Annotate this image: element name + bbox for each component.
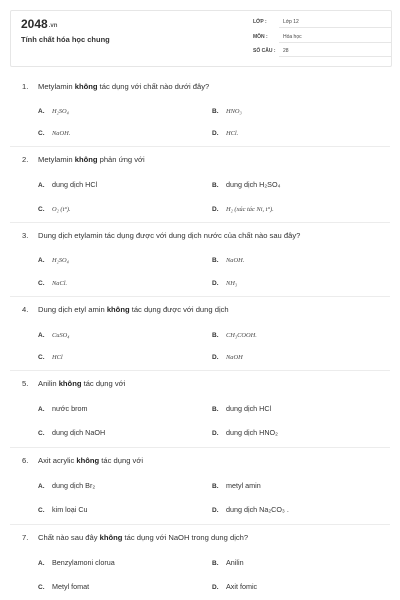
question-text-part: tác dụng với [99,456,144,465]
class-underline [279,27,391,28]
question-text [38,155,145,164]
option-text: metyl amin [226,481,261,490]
option-3d[interactable] [212,278,237,287]
option-letter: D. [212,584,219,591]
option-text: CH₃COOH. [226,332,257,339]
option-letter: D. [212,280,219,287]
class-value: Lớp 12 [283,19,299,25]
question-divider [10,524,390,525]
option-text: dung dịch HCl [52,180,98,189]
option-letter: C. [38,206,45,213]
question-text [38,456,143,465]
question-text-emphasis: không [74,155,98,164]
question-text [38,305,229,314]
question-text-part: tác dụng được với dung dịch [129,305,229,314]
option-text: NaOH. [52,130,71,137]
option-letter: A. [38,406,45,413]
question-text-part: Metylamin [38,82,75,91]
option-4d[interactable] [212,352,243,361]
option-text: H₂SO₄ [52,108,69,115]
option-1b[interactable] [212,106,242,115]
option-letter: A. [38,332,45,339]
question-7 [22,533,382,542]
option-2d[interactable] [212,204,274,213]
brand-logo [21,17,57,31]
brand-name: 2048 [21,17,48,31]
option-letter: B. [212,560,219,567]
option-7b[interactable] [212,558,244,567]
question-text-part: Axit acrylic [38,456,77,465]
question-text [38,533,248,542]
question-text [38,379,125,388]
option-4c[interactable] [38,352,63,361]
option-letter: C. [38,507,45,514]
option-letter: C. [38,584,45,591]
option-text: NH₃ [226,280,238,287]
question-text [38,231,300,240]
option-6c[interactable] [38,505,88,514]
subject-label: MÔN : [253,34,268,40]
option-letter: A. [38,257,45,264]
option-text: O₂ (t°). [52,206,71,213]
option-1c[interactable] [38,128,70,137]
worksheet-header [10,10,392,67]
option-6d[interactable] [212,505,289,514]
option-letter: D. [212,206,219,213]
option-text: dung dịch NaOH [52,428,106,437]
question-text-emphasis: không [106,305,130,314]
option-letter: B. [212,182,219,189]
option-5d[interactable] [212,428,278,437]
question-number: 6. [22,456,29,465]
option-text: H₂SO₄ [52,257,69,264]
question-text-part: Dung dịch etyl amin [38,305,107,314]
option-letter: B. [212,257,219,264]
option-letter: A. [38,483,45,490]
option-3a[interactable] [38,255,69,264]
question-number: 3. [22,231,29,240]
option-text: NaOH [226,354,243,361]
question-number: 7. [22,533,29,542]
option-6a[interactable] [38,481,95,490]
option-5c[interactable] [38,428,105,437]
option-text: kim loại Cu [52,505,88,514]
subject-underline [279,42,391,43]
brand-suffix: .vn [48,23,58,29]
option-7c[interactable] [38,582,89,591]
option-text: HCl. [226,130,239,137]
option-text: HCl [52,354,63,361]
option-text: dung dịch H₂SO₄ [226,180,281,189]
question-count-underline [279,56,391,57]
option-text: HNO₃ [226,108,242,115]
option-letter: A. [38,108,45,115]
question-text-part: Chất nào sau đây [38,533,100,542]
question-text-part: tác dụng với [81,379,126,388]
option-2a[interactable] [38,180,97,189]
question-number: 5. [22,379,29,388]
question-divider [10,370,390,371]
question-text-part: tác dụng với chất nào dưới đây? [97,82,210,91]
option-text: nước brom [52,404,88,413]
option-text: Axit fomic [226,582,258,591]
option-5b[interactable] [212,404,271,413]
option-4b[interactable] [212,330,257,339]
option-text: CuSO₄ [52,332,70,339]
question-2 [22,155,382,164]
question-count-value: 28 [283,48,289,54]
question-4 [22,305,382,314]
question-number: 4. [22,305,29,314]
option-text: dung dịch HNO₂ [226,428,278,437]
option-letter: D. [212,354,219,361]
option-letter: B. [212,332,219,339]
option-letter: D. [212,130,219,137]
question-text-part: phản ứng với [97,155,145,164]
option-text: dung dịch Na₂CO₃ . [226,505,289,514]
question-1 [22,82,382,91]
option-2c[interactable] [38,204,71,213]
option-3c[interactable] [38,278,67,287]
question-text-emphasis: không [76,456,100,465]
class-label: LỚP : [253,19,267,25]
question-number: 1. [22,82,29,91]
question-text-part: Anilin [38,379,59,388]
question-6 [22,456,382,465]
question-text-emphasis: không [74,82,98,91]
question-count-label: SỐ CÂU : [253,48,276,54]
option-6b[interactable] [212,481,261,490]
option-text: H₂ (xúc tác Ni, t°). [226,206,274,213]
option-text: NaCl. [52,280,68,287]
option-letter: D. [212,507,219,514]
option-3b[interactable] [212,255,244,264]
option-text: Metyl fomat [52,582,90,591]
option-4a[interactable] [38,330,70,339]
option-letter: C. [38,430,45,437]
option-2b[interactable] [212,180,280,189]
question-text [38,82,209,91]
question-divider [10,447,390,448]
question-text-part: tác dụng với NaOH trong dung dịch? [122,533,249,542]
option-letter: A. [38,182,45,189]
question-text-emphasis: không [58,379,82,388]
option-text: NaOH. [226,257,245,264]
option-text: dung dịch Br₂ [52,481,96,490]
question-text-emphasis: không [99,533,123,542]
option-letter: C. [38,280,45,287]
option-letter: D. [212,430,219,437]
option-1a[interactable] [38,106,69,115]
option-letter: B. [212,483,219,490]
option-letter: B. [212,108,219,115]
option-text: Benzylamoni clorua [52,558,115,567]
option-7a[interactable] [38,558,115,567]
option-letter: C. [38,130,45,137]
question-text-part: Metylamin [38,155,75,164]
option-letter: C. [38,354,45,361]
question-divider [10,222,390,223]
question-number: 2. [22,155,29,164]
question-divider [10,296,390,297]
option-5a[interactable] [38,404,88,413]
question-3 [22,231,382,240]
option-text: dung dịch HCl [226,404,272,413]
option-text: Anilin [226,558,244,567]
option-letter: B. [212,406,219,413]
question-divider [10,146,390,147]
worksheet-title: Tính chất hóa học chung [21,35,110,44]
question-5 [22,379,382,388]
question-text-part: Dung dịch etylamin tác dụng được với dung dịch nước của chất nào sau đây? [38,231,301,240]
option-1d[interactable] [212,128,238,137]
option-7d[interactable] [212,582,257,591]
subject-value: Hóa học [283,34,302,40]
option-letter: A. [38,560,45,567]
